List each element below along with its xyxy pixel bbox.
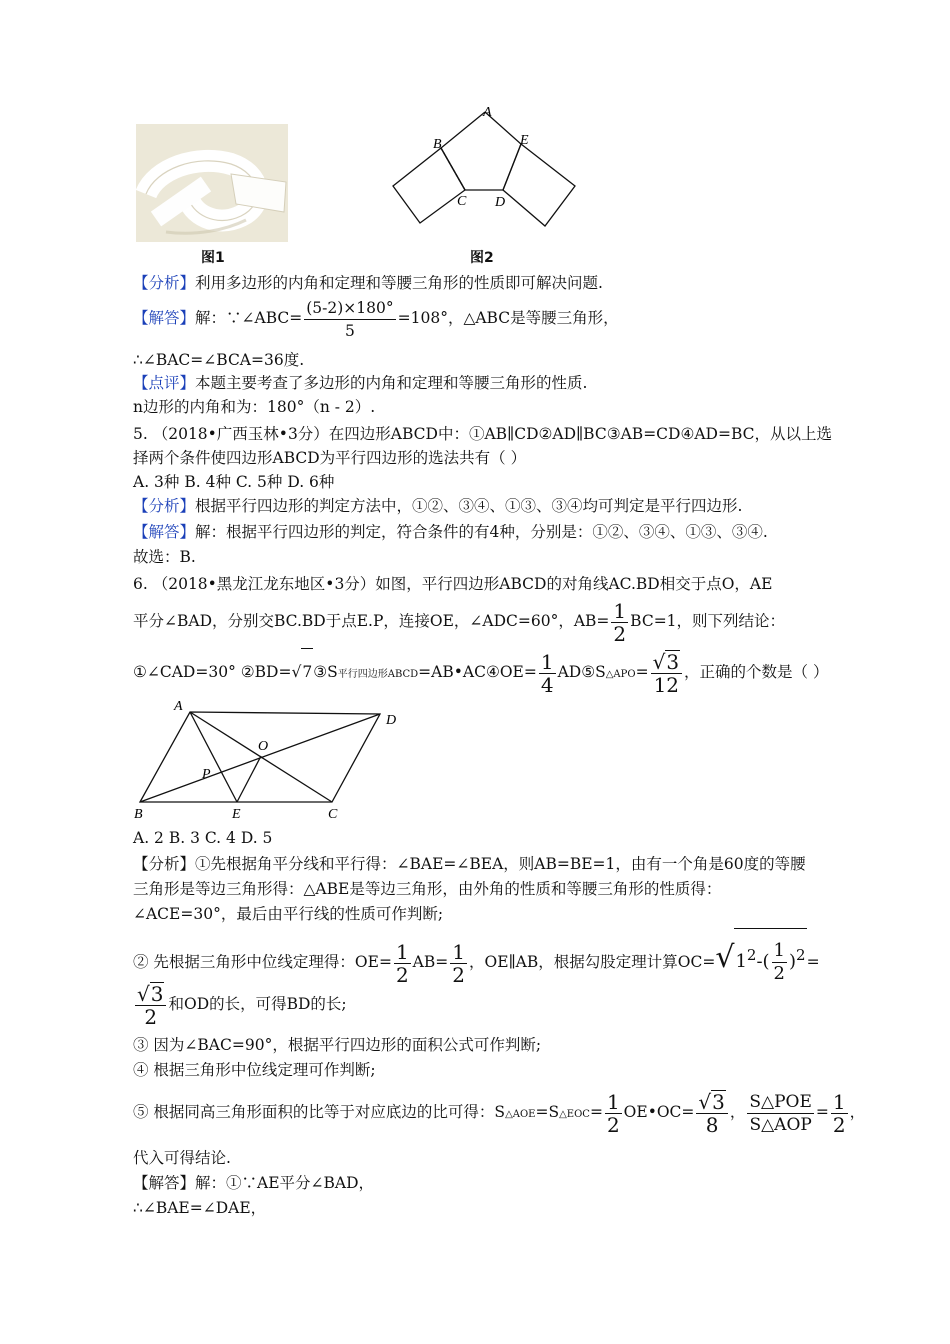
answer-pre: 解：∵∠ABC= xyxy=(195,309,303,327)
fraction xyxy=(135,982,166,1028)
analysis-tag: 【分析】 xyxy=(133,274,196,292)
subscript: △APO xyxy=(605,669,636,680)
fraction-numerator: √3 xyxy=(651,650,682,674)
q5-stem-line2: 择两个条件使四边形ABCD为平行四边形的选法共有（ ） xyxy=(133,449,527,467)
para-label-e: E xyxy=(232,807,241,822)
answer-post: =108°，△ABC是等腰三角形， xyxy=(397,309,619,327)
comment-text: 本题主要考查了多边形的内角和定理和等腰三角形的性质. xyxy=(195,374,588,392)
q6-conclusions xyxy=(133,648,828,698)
fraction-numerator: 1 xyxy=(452,939,465,964)
conclusion-5-post: ，正确的个数是（ ） xyxy=(684,663,829,681)
fraction-numerator: √3 xyxy=(696,1090,727,1114)
sqrt-radicand xyxy=(734,928,806,988)
para-label-a: A xyxy=(174,699,183,714)
equals: =S xyxy=(535,1103,560,1121)
answer-tag: 【解答】 xyxy=(133,523,196,541)
step2-cont-text: 和OD的长，可得BD的长; xyxy=(168,995,347,1013)
para-label-b: B xyxy=(134,807,143,822)
fraction-numerator: 1 xyxy=(395,939,409,964)
q6-analysis-step2 xyxy=(133,928,820,988)
figure-1-knot-photo xyxy=(136,124,288,242)
q6-answer-line1: 【解答】解：①∵AE平分∠BAD， xyxy=(133,1174,375,1192)
fraction xyxy=(394,941,411,986)
sqrt-sign: √ xyxy=(715,940,735,975)
fraction-denominator: 2 xyxy=(606,1112,620,1137)
fraction xyxy=(539,651,556,696)
q4-formula: n边形的内角和为：180°（n - 2）. xyxy=(133,398,376,416)
fraction-denominator: 2 xyxy=(832,1112,846,1137)
q6-analysis-step5 xyxy=(133,1086,865,1141)
sqrt-radicand: 3 xyxy=(666,650,680,674)
analysis-tag: 【分析】 xyxy=(133,497,196,515)
comma: ， xyxy=(729,1103,746,1121)
conclusion-3-post: =AB•AC④OE= xyxy=(418,663,537,681)
radicand-one: 1 xyxy=(735,951,747,972)
comment-tag: 【点评】 xyxy=(133,374,196,392)
fraction xyxy=(772,940,787,985)
fig2-label-b: B xyxy=(433,137,442,152)
q6-analysis-line2: 三角形是等边三角形得：△ABE是等边三角形，由外角的性质和等腰三角形的性质得： xyxy=(133,880,722,898)
fraction xyxy=(450,941,467,986)
fraction-numerator: (5-2)×180° xyxy=(304,297,395,320)
sqrt-radicand: 7 xyxy=(301,648,313,695)
fig2-label-e: E xyxy=(520,133,529,148)
superscript: 2 xyxy=(796,946,806,964)
q5-choice: 故选：B. xyxy=(133,548,196,566)
q6-analysis-line1: 【分析】①先根据角平分线和平行得：∠BAE=∠BEA，则AB=BE=1，由有一个角是60度的等腰 xyxy=(133,855,806,873)
radicand-close: ) xyxy=(789,951,797,972)
fraction xyxy=(831,1091,848,1136)
q4-comment xyxy=(133,373,587,393)
figure-2-pentagon-diagram xyxy=(385,100,585,250)
fraction xyxy=(605,1091,622,1136)
fraction-denominator: 2 xyxy=(452,962,465,987)
fraction xyxy=(747,1091,814,1136)
q6-stem-line2 xyxy=(133,598,785,645)
fraction xyxy=(304,297,395,342)
fraction-denominator: 2 xyxy=(144,1005,158,1029)
q6-answer-line2: ∴∠BAE=∠DAE， xyxy=(133,1199,267,1217)
equals: = xyxy=(815,1103,829,1121)
stem-post: BC=1，则下列结论： xyxy=(630,612,786,630)
fraction xyxy=(696,1090,727,1136)
ribbon-knot-image xyxy=(136,124,288,242)
q6-analysis-step3: ③ 因为∠BAC=90°，根据平行四边形的面积公式可作判断; xyxy=(133,1036,542,1054)
fraction-denominator: 4 xyxy=(540,672,554,697)
q4-answer xyxy=(133,296,619,342)
fraction-denominator: 2 xyxy=(773,962,785,984)
figure-1-caption: 图1 xyxy=(201,250,225,266)
q4-conclusion: ∴∠BAC=∠BCA=36度. xyxy=(133,351,305,369)
conclusion-3: ③S xyxy=(313,663,338,681)
fig2-label-a: A xyxy=(483,105,492,120)
superscript: 2 xyxy=(746,946,757,964)
parallelogram-diagram xyxy=(130,698,410,826)
fraction-numerator: 1 xyxy=(832,1089,846,1114)
para-label-c: C xyxy=(328,807,338,822)
fraction-denominator: 5 xyxy=(344,321,355,340)
fraction-denominator: 2 xyxy=(613,621,627,646)
equals: = xyxy=(589,1103,603,1121)
fraction-numerator: √3 xyxy=(135,982,166,1006)
analysis-text: 利用多边形的内角和定理和等腰三角形的性质即可解决问题. xyxy=(195,274,603,292)
figure-2-caption: 图2 xyxy=(470,250,494,266)
q5-answer xyxy=(133,522,768,542)
q6-analysis-line3: ∠ACE=30°，最后由平行线的性质可作判断; xyxy=(133,905,444,923)
equals: = xyxy=(635,663,649,681)
subscript: 平行四边形ABCD xyxy=(337,669,419,680)
q6-analysis-step2-cont xyxy=(133,980,347,1028)
q5-options: A. 3种 B. 4种 C. 5种 D. 6种 xyxy=(133,473,335,491)
radicand-minus: -( xyxy=(756,951,770,972)
fig2-label-c: C xyxy=(457,194,467,209)
equals: = xyxy=(806,953,820,971)
stem-pre: 平分∠BAD，分别交BC.BD于点E.P，连接OE，∠ADC=60°，AB= xyxy=(133,612,610,630)
conclusion-4-post: AD⑤S xyxy=(557,663,606,681)
answer-tag: 【解答】 xyxy=(133,309,196,327)
q6-analysis-step4: ④ 根据三角形中位线定理可作判断; xyxy=(133,1061,376,1079)
answer-text: 解：根据平行四边形的判定，符合条件的有4种，分别是：①②、③④、①③、③④. xyxy=(195,523,768,541)
q5-stem-line1: 5. （2018•广西玉林•3分）在四边形ABCD中：①AB∥CD②AD∥BC③AB=CD④AD=BC，从以上选 xyxy=(133,425,833,443)
sqrt-radicand: 3 xyxy=(150,982,164,1006)
fraction-denominator: S△AOP xyxy=(749,1114,812,1135)
subscript: △EOC xyxy=(559,1109,590,1120)
q6-analysis-end: 代入可得结论. xyxy=(133,1149,231,1167)
sqrt-radicand: 3 xyxy=(712,1090,725,1114)
step5-mid: OE•OC= xyxy=(623,1103,695,1121)
q4-analysis xyxy=(133,273,603,293)
fraction xyxy=(651,650,682,696)
analysis-text: 根据平行四边形的判定方法中，①②、③④、①③、③④均可判定是平行四边形. xyxy=(195,497,743,515)
fraction-denominator: 8 xyxy=(705,1113,719,1137)
para-label-d: D xyxy=(386,713,397,728)
fraction-numerator: 1 xyxy=(606,1089,620,1114)
subscript: △AOE xyxy=(505,1109,536,1120)
step2-pre: ② 先根据三角形中位线定理得：OE= xyxy=(133,953,392,971)
q6-stem-line1: 6. （2018•黑龙江龙东地区•3分）如图，平行四边形ABCD的对角线AC.BD相交于点O，AE xyxy=(133,575,773,593)
fraction xyxy=(611,600,628,645)
fraction-numerator: S△POE xyxy=(749,1091,812,1112)
q6-options: A. 2 B. 3 C. 4 D. 5 xyxy=(133,829,273,847)
comma: ， xyxy=(849,1103,866,1121)
step2-post: ，OE∥AB，根据勾股定理计算OC= xyxy=(468,953,716,971)
fig2-label-d: D xyxy=(495,195,506,210)
fraction-denominator: 12 xyxy=(653,673,680,697)
fraction-denominator: 2 xyxy=(395,962,409,987)
step2-mid: AB= xyxy=(412,953,449,971)
fraction-numerator: 1 xyxy=(773,939,785,961)
fraction-numerator: 1 xyxy=(540,649,554,674)
fraction-numerator: 1 xyxy=(613,598,627,623)
conclusion-1: ①∠CAD=30° ②BD= xyxy=(133,663,292,681)
step5-pre: ⑤ 根据同高三角形面积的比等于对应底边的比可得：S xyxy=(133,1103,506,1121)
para-label-o: O xyxy=(258,739,269,754)
q5-analysis xyxy=(133,496,742,516)
para-label-p: P xyxy=(202,767,211,782)
sqrt-sign: √ xyxy=(291,663,302,681)
